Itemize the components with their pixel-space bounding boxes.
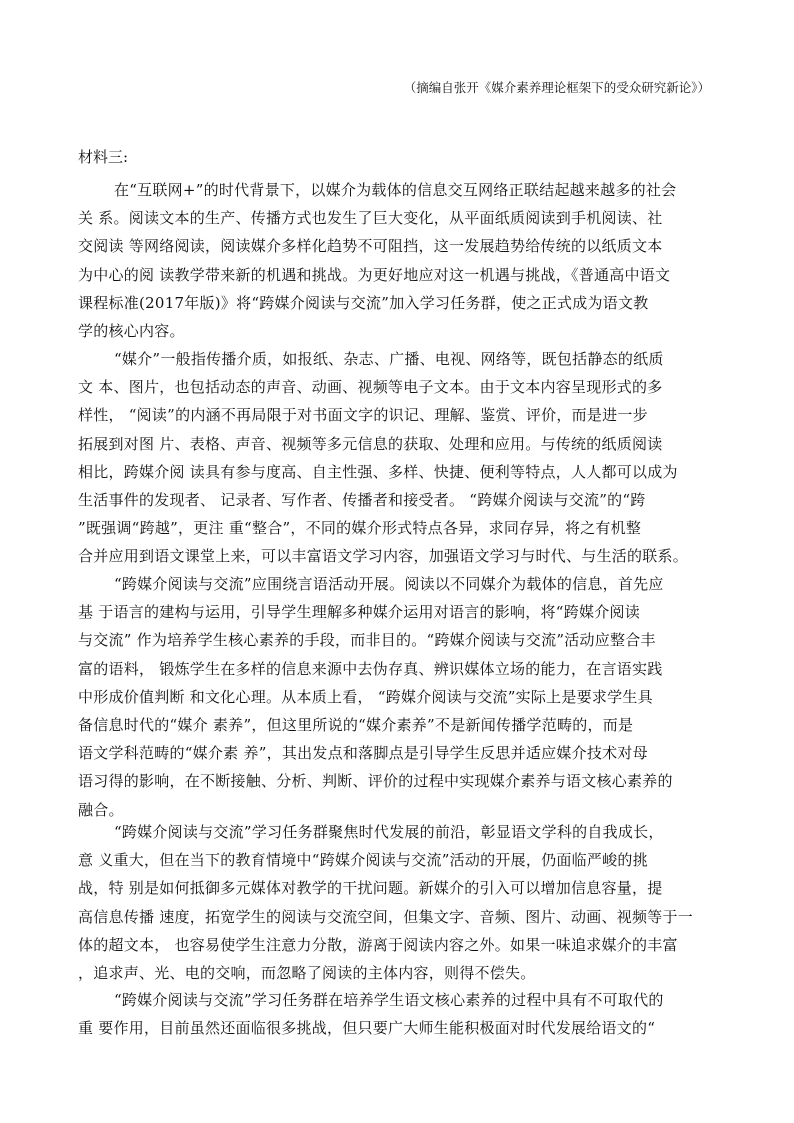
- text-line: 样性， “阅读”的内涵不再局限于对书面文字的识记、理解、鉴赏、评价，而是进一步: [78, 406, 648, 425]
- text-line: 富的语料， 锻炼学生在多样的信息来源中去伪存真、辨识媒体立场的能力，在言语实践: [78, 659, 663, 678]
- text-line: 融合。: [78, 800, 124, 819]
- paragraph-1: [78, 176, 728, 345]
- text-line: “媒介”一般指传播介质，如报纸、杂志、广播、电视、网络等，既包括静态的纸质: [114, 350, 664, 368]
- text-line: 课程标准(2017年版)》将“跨媒介阅读与交流”加入学习任务群，使之正式成为语文教: [78, 293, 649, 312]
- text-line: 中形成价值判断 和文化心理。从本质上看， “跨媒介阅读与交流”实际上是要求学生具: [78, 687, 653, 706]
- text-line: 生活事件的发现者、 记录者、写作者、传播者和接受者。 “跨媒介阅读与交流”的“跨: [78, 490, 646, 509]
- text-line: ”既强调“跨越”，更注 重“整合”，不同的媒介形式特点各异，求同存异，将之有机整: [78, 519, 642, 538]
- text-line: 语文学科范畴的“媒介素 养”，其出发点和落脚点是引导学生反思并适应媒介技术对母: [78, 744, 648, 763]
- text-line: “跨媒介阅读与交流”应围绕言语活动开展。阅读以不同媒介为载体的信息，首先应: [114, 575, 664, 593]
- text-line: 合并应用到语文课堂上来，可以丰富语文学习内容，加强语文学习与时代、与生活的联系。: [78, 547, 689, 566]
- text-line: “跨媒介阅读与交流”学习任务群聚焦时代发展的前沿，彰显语文学科的自我成长，: [114, 823, 664, 841]
- text-line: 高信息传播 速度，拓宽学生的阅读与交流空间，但集文字、音频、图片、动画、视频等于一: [78, 907, 694, 926]
- text-line: 文 本、图片，也包括动态的声音、动画、视频等电子文本。由于文本内容呈现形式的多: [78, 378, 663, 397]
- text-line: 在“互联网+”的时代背景下，以媒介为载体的信息交互网络正联结起越来越多的社会: [114, 181, 677, 199]
- text-line: 拓展到对图 片、表格、声音、视频等多元信息的获取、处理和应用。与传统的纸质阅读: [78, 434, 663, 453]
- source-citation: （摘编自张开《媒介素养理论框架下的受众研究新论》）: [403, 80, 710, 95]
- text-line: 学的核心内容。: [78, 321, 185, 340]
- text-line: 基 于语言的建构与运用，引导学生理解多种媒介运用对语言的影响，将“跨媒介阅读: [78, 603, 640, 622]
- paragraph-4: [78, 818, 728, 987]
- text-line: 重 要作用，目前虽然还面临很多挑战，但只要广大师生能积极面对时代发展给语文的“: [78, 1019, 656, 1038]
- text-line: 备信息时代的“媒介 素养”，但这里所说的“媒介素养”不是新闻传播学范畴的，而是: [78, 715, 634, 734]
- paragraph-5: [78, 986, 728, 1042]
- text-line: 为中心的阅 读教学带来新的机遇和挑战。为更好地应对这一机遇与挑战，《普通高中语文: [78, 265, 671, 284]
- text-line: 与交流” 作为培养学生核心素养的手段，而非目的。“跨媒介阅读与交流”活动应整合丰: [78, 631, 656, 650]
- text-line: 交阅读 等网络阅读，阅读媒介多样化趋势不可阻挡，这一发展趋势给传统的以纸质文本: [78, 237, 663, 256]
- text-line: “跨媒介阅读与交流”学习任务群在培养学生语文核心素养的过程中具有不可取代的: [114, 991, 664, 1009]
- text-line: 体的超文本， 也容易使学生注意力分散，游离于阅读内容之外。如果一味追求媒介的丰富: [78, 935, 678, 954]
- text-line: 关 系。阅读文本的生产、传播方式也发生了巨大变化，从平面纸质阅读到手机阅读、社: [78, 209, 663, 228]
- paragraph-3: [78, 570, 728, 824]
- material-heading: 材料三:: [78, 148, 129, 166]
- text-line: ，追求声、光、电的交响，而忽略了阅读的主体内容，则得不偿失。: [78, 963, 536, 982]
- text-line: 相比，跨媒介阅 读具有参与度高、自主性强、多样、快捷、便利等特点，人人都可以成为: [78, 462, 678, 481]
- text-line: 战，特 别是如何抵御多元媒体对教学的干扰问题。新媒介的引入可以增加信息容量，提: [78, 879, 663, 898]
- paragraph-2: [78, 345, 728, 571]
- text-line: 意 义重大，但在当下的教育情境中“跨媒介阅读与交流”活动的开展，仍面临严峻的挑: [78, 851, 648, 870]
- text-line: 语习得的影响，在不断接触、分析、判断、评价的过程中实现媒介素养与语文核心素养的: [78, 772, 673, 791]
